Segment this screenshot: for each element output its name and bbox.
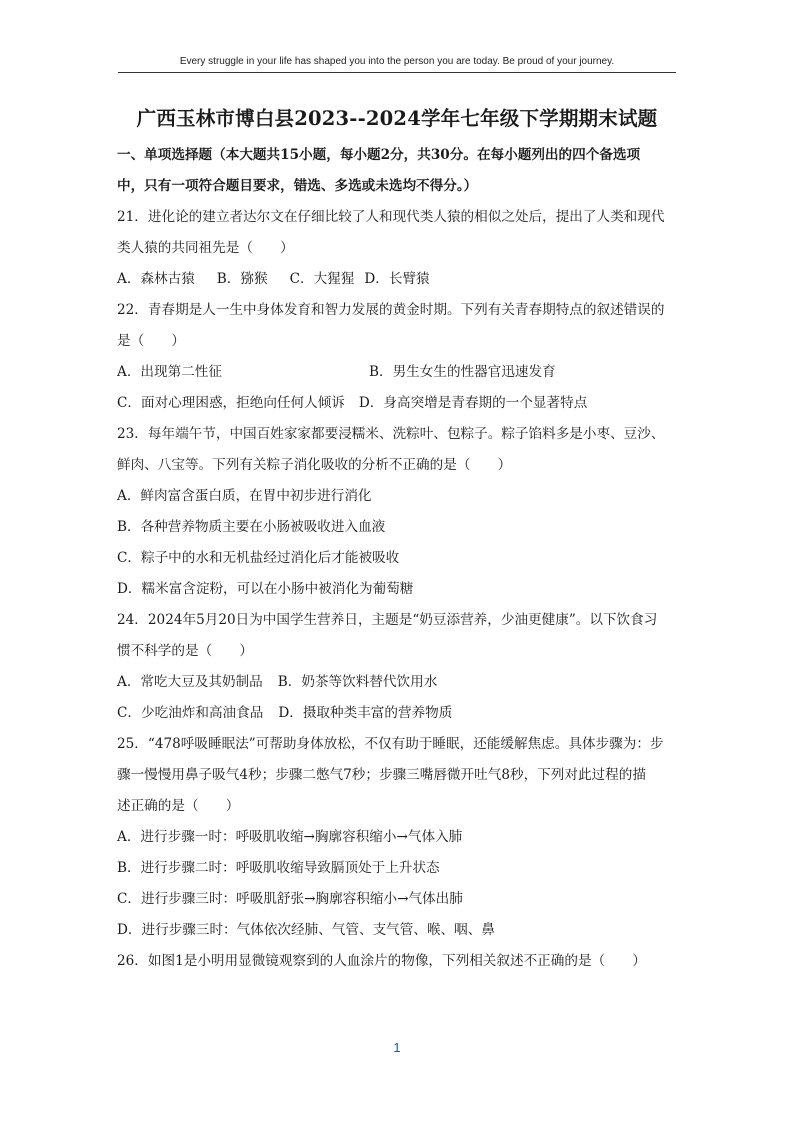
option-b[interactable]: B．奶茶等饮料替代饮用水 xyxy=(277,674,438,690)
question-stem-line: 21．进化论的建立者达尔文在仔细比较了人和现代类人猿的相似之处后，提出了人类和现代 xyxy=(117,209,665,225)
section-heading-line-2: 中，只有一项符合题目要求，错选、多选或未选均不得分。） xyxy=(117,178,478,194)
page-number: 1 xyxy=(393,1040,401,1055)
section-heading-line-1: 一、单项选择题（本大题共15小题，每小题2分，共30分。在每小题列出的四个备选项 xyxy=(117,147,641,163)
option-d[interactable]: D．长臂猿 xyxy=(364,271,430,287)
question-options xyxy=(117,357,682,388)
question-stem-line: 23．每年端午节，中国百姓家家都要浸糯米、洗粽叶、包粽子。粽子馅料多是小枣、豆沙、 xyxy=(117,426,665,442)
question-stem-line: 22．青春期是人一生中身体发育和智力发展的黄金时期。下列有关青春期特点的叙述错误的 xyxy=(117,302,665,318)
question-25 xyxy=(117,729,682,946)
question-options xyxy=(117,667,682,698)
question-24 xyxy=(117,605,682,729)
option-b[interactable]: B．进行步骤二时：呼吸肌收缩导致膈顶处于上升状态 xyxy=(117,860,440,876)
option-d[interactable]: D．摄取种类丰富的营养物质 xyxy=(278,705,453,721)
option-d[interactable]: D．进行步骤三时：气体依次经肺、气管、支气管、喉、咽、鼻 xyxy=(117,922,495,938)
option-c[interactable]: C．粽子中的水和无机盐经过消化后才能被吸收 xyxy=(117,550,400,566)
question-content xyxy=(117,140,682,977)
option-a[interactable]: A．森林古猿 xyxy=(117,271,195,287)
question-stem-line: 25．“478呼吸睡眠法”可帮助身体放松，不仅有助于睡眠，还能缓解焦虑。具体步骤为：步 xyxy=(117,736,664,752)
question-stem-line: 24．2024年5月20日为中国学生营养日，主题是“奶豆添营养，少油更健康”。以下饮食习 xyxy=(117,612,658,628)
option-a[interactable]: A．进行步骤一时：呼吸肌收缩→胸廓容积缩小→气体入肺 xyxy=(117,829,463,845)
document-title: 广西玉林市博白县2023--2024学年七年级下学期期末试题 xyxy=(136,107,658,130)
option-b[interactable]: B．男生女生的性器官迅速发育 xyxy=(369,364,556,380)
question-options xyxy=(117,264,682,295)
option-c[interactable]: C．大猩猩 xyxy=(289,271,355,287)
question-stem-line: 骤一慢慢用鼻子吸气4秒；步骤二憋气7秒；步骤三嘴唇微开吐气8秒，下列对此过程的描 xyxy=(117,767,646,783)
question-options xyxy=(117,698,682,729)
question-options xyxy=(117,388,682,419)
option-a[interactable]: A．出现第二性征 xyxy=(117,364,222,380)
header-motto: Every struggle in your life has shaped you into the person you are today. Be proud of your journey. xyxy=(179,56,615,67)
question-stem-line: 鲜肉、八宝等。下列有关粽子消化吸收的分析不正确的是（ ） xyxy=(117,457,512,473)
option-c[interactable]: C．进行步骤三时：呼吸肌舒张→胸廓容积缩小→气体出肺 xyxy=(117,891,463,907)
option-d[interactable]: D．糯米富含淀粉，可以在小肠中被消化为葡萄糖 xyxy=(117,581,414,597)
option-b[interactable]: B．各种营养物质主要在小肠被吸收进入血液 xyxy=(117,519,386,535)
question-stem-line: 类人猿的共同祖先是（ ） xyxy=(117,240,294,256)
option-a[interactable]: A．常吃大豆及其奶制品 xyxy=(117,674,263,690)
option-c[interactable]: C．少吃油炸和高油食品 xyxy=(117,705,264,721)
header-divider xyxy=(118,72,676,73)
question-21 xyxy=(117,202,682,295)
question-stem-line: 是（ ） xyxy=(117,333,185,349)
question-stem-line: 惯不科学的是（ ） xyxy=(117,643,253,659)
option-b[interactable]: B．猕猴 xyxy=(216,271,268,287)
question-22 xyxy=(117,295,682,419)
question-stem-line: 述正确的是（ ） xyxy=(117,798,240,814)
option-d[interactable]: D．身高突增是青春期的一个显著特点 xyxy=(358,395,588,411)
question-stem-line: 26．如图1是小明用显微镜观察到的人血涂片的物像，下列相关叙述不正确的是（ ） xyxy=(117,953,646,969)
question-26 xyxy=(117,946,682,977)
option-c[interactable]: C．面对心理困惑，拒绝向任何人倾诉 xyxy=(117,395,345,411)
option-a[interactable]: A．鲜肉富含蛋白质，在胃中初步进行消化 xyxy=(117,488,372,504)
question-23 xyxy=(117,419,682,605)
